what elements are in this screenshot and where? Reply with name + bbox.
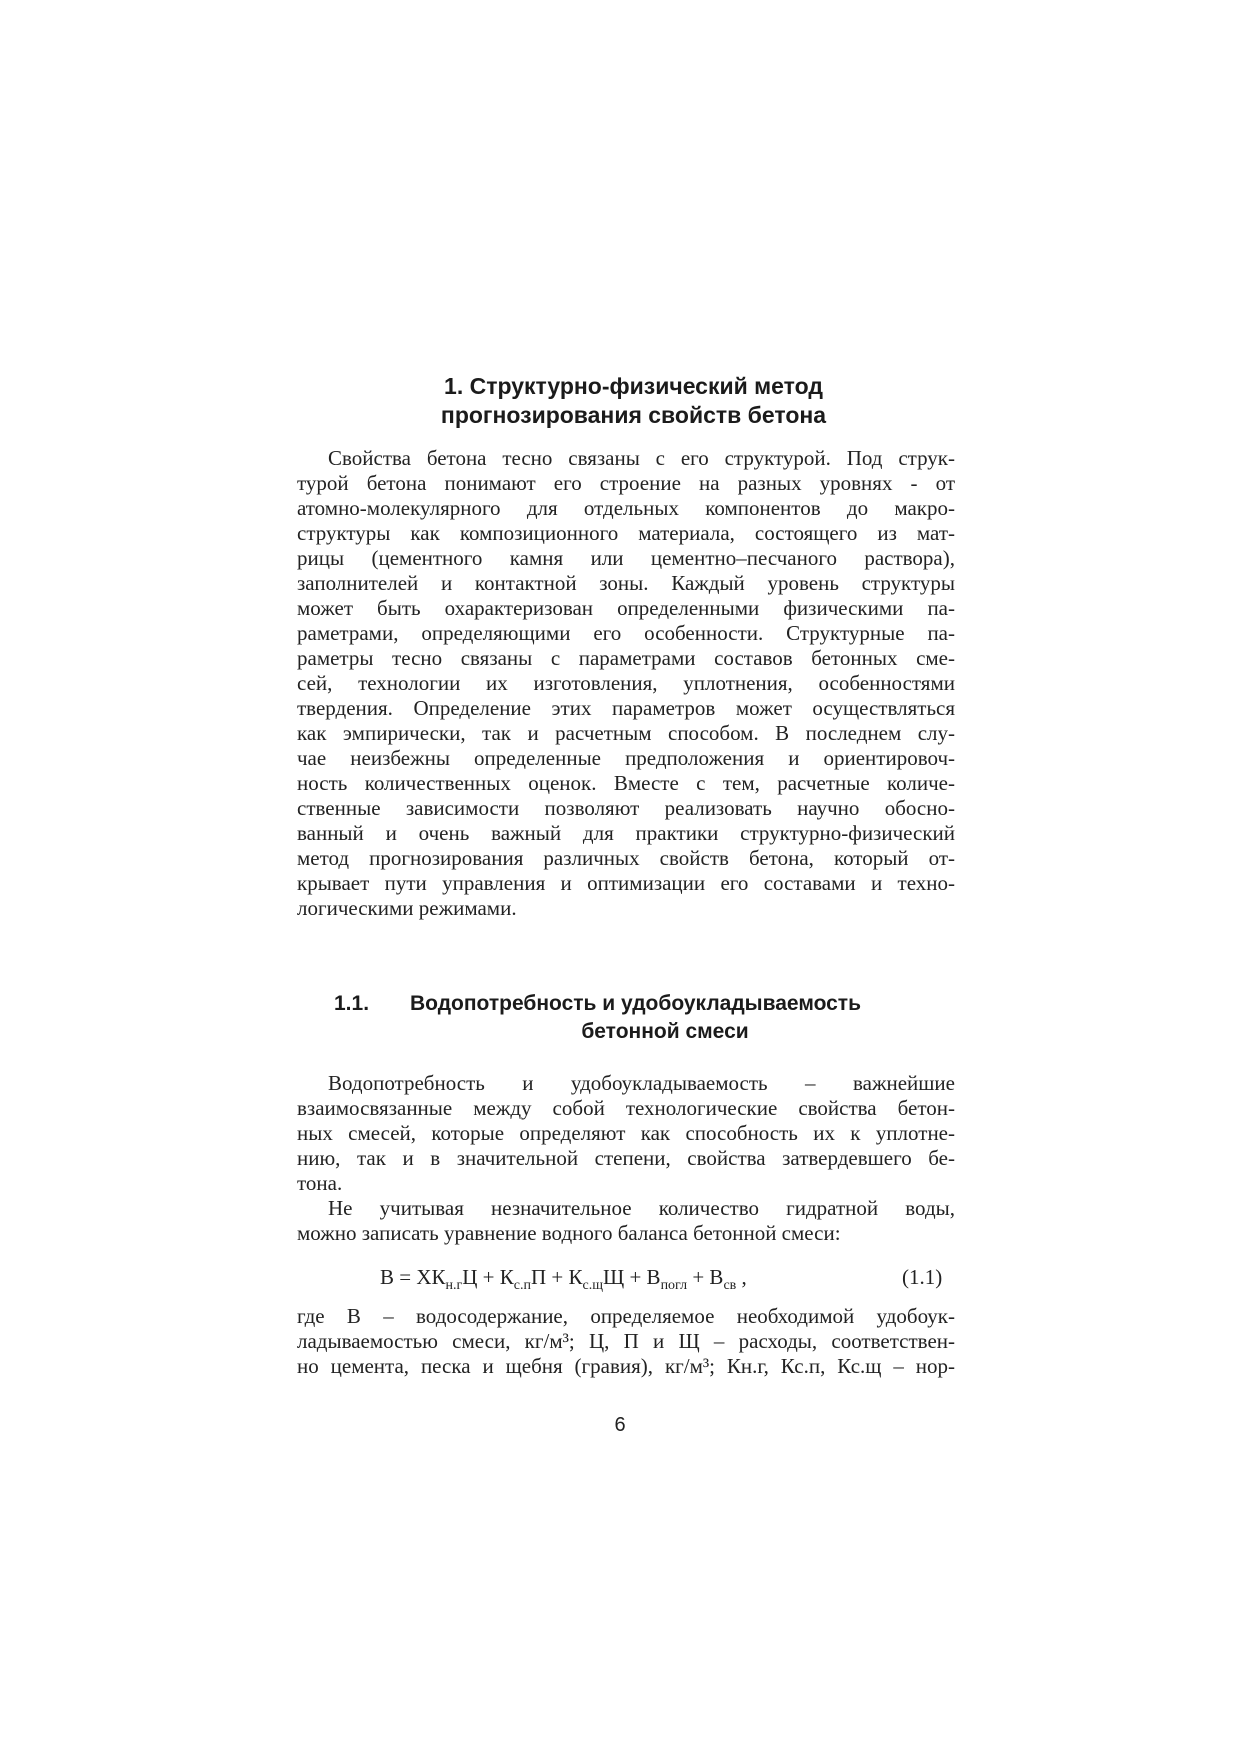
section-1-1-number: 1.1. (334, 992, 370, 1015)
text-line: турой бетона понимают его строение на разных уровнях - от (297, 471, 955, 495)
text-line: Не учитывая незначительное количество гидратной воды, (328, 1196, 955, 1220)
text-line: сей, технологии их изготовления, уплотнения, особенностями (297, 671, 955, 695)
text-line: чае неизбежны определенные предположения и ориентировоч- (297, 746, 955, 770)
text-line: атомно-молекулярного для отдельных компонентов до макро- (297, 496, 955, 520)
text-line: где В – водосодержание, определяемое необходимой удобоук- (297, 1304, 955, 1328)
text-line: ность количественных оценок. Вместе с тем, расчетные количе- (297, 771, 955, 795)
text-line: ладываемостью смеси, кг/м³; Ц, П и Щ – расходы, соответствен- (297, 1329, 955, 1353)
text-line: Свойства бетона тесно связаны с его структурой. Под струк- (328, 446, 955, 470)
text-line: метод прогнозирования различных свойств бетона, который от- (297, 846, 955, 870)
section-1-heading-line1: 1. Структурно-физический метод (444, 373, 823, 399)
water-balance-equation: $В = ХК_{н.г}Ц + К_{с.п}П + К_{с.щ}Щ + В_{погл} + В_{св}$ , (380, 1265, 747, 1293)
section-1-1-heading-line1: Водопотребность и удобоукладываемость (410, 992, 861, 1015)
text-line: может быть охарактеризован определенными физическими па- (297, 596, 955, 620)
text-line: нию, так и в значительной степени, свойства затвердевшего бе- (297, 1146, 955, 1170)
text-line: тона. (297, 1171, 343, 1195)
text-line: Водопотребность и удобоукладываемость – важнейшие (328, 1071, 955, 1095)
text-line: можно записать уравнение водного баланса бетонной смеси: (297, 1221, 841, 1245)
text-line: раметрами, определяющими его особенности. Структурные па- (297, 621, 955, 645)
text-line: ственные зависимости позволяют реализовать научно обосно- (297, 796, 955, 820)
text-line: структуры как композиционного материала, состоящего из мат- (297, 521, 955, 545)
section-1-1-heading-line2: бетонной смеси (581, 1020, 749, 1043)
text-line: ванный и очень важный для практики структурно-физический (297, 821, 955, 845)
page-number: 6 (614, 1414, 626, 1436)
text-line: как эмпирически, так и расчетным способом. В последнем слу- (297, 721, 955, 745)
text-line: взаимосвязанные между собой технологические свойства бетон- (297, 1096, 955, 1120)
equation-number: (1.1) (902, 1265, 943, 1289)
text-line: твердения. Определение этих параметров может осуществляться (297, 696, 955, 720)
text-line: заполнителей и контактной зоны. Каждый уровень структуры (297, 571, 955, 595)
text-line: ных смесей, которые определяют как способность их к уплотне- (297, 1121, 955, 1145)
text-line: крывает пути управления и оптимизации его составами и техно- (297, 871, 955, 895)
section-1-heading (296, 372, 971, 430)
text-line: логическими режимами. (297, 896, 517, 920)
text-line: рицы (цементного камня или цементно–песчаного раствора), (297, 546, 955, 570)
section-1-heading-line2: прогнозирования свойств бетона (440, 402, 827, 428)
text-line: но цемента, песка и щебня (гравия), кг/м³; Кн.г, Кс.п, Кс.щ – нор- (297, 1354, 955, 1378)
text-line: раметры тесно связаны с параметрами составов бетонных сме- (297, 646, 955, 670)
